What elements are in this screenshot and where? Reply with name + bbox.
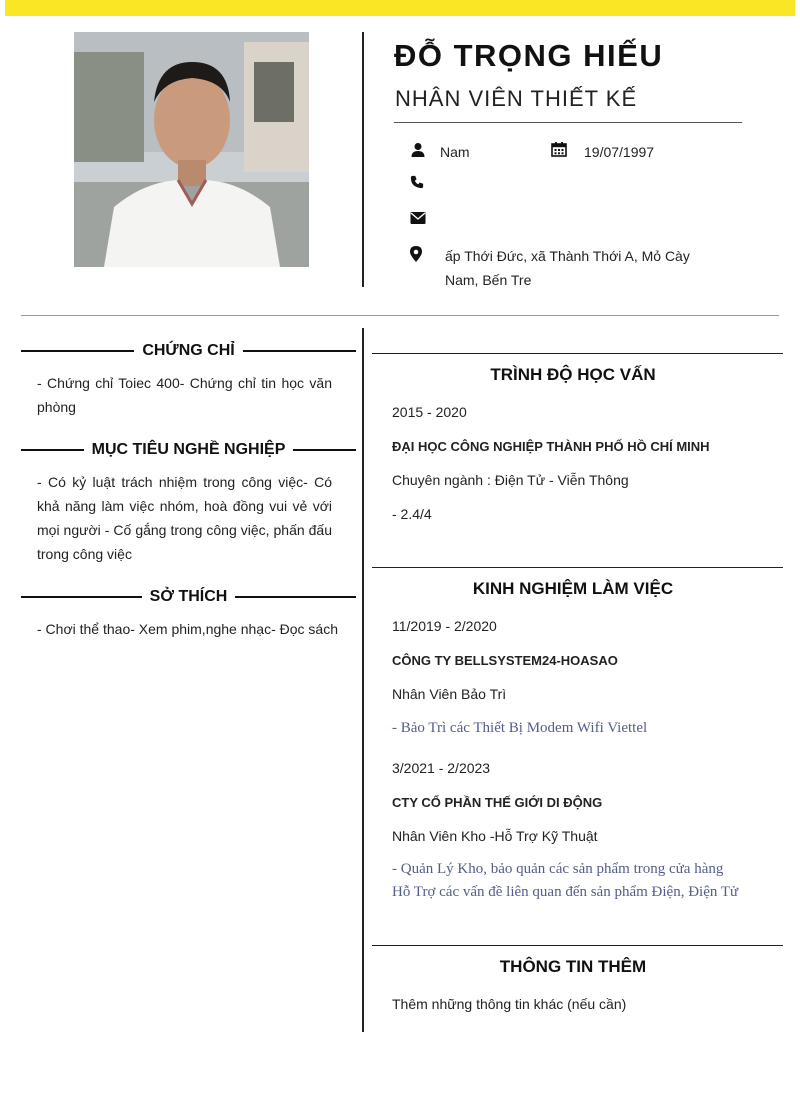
education-school: ĐẠI HỌC CÔNG NGHIỆP THÀNH PHỐ HỒ CHÍ MINH <box>392 439 710 454</box>
objective-text: - Có kỷ luật trách nhiệm trong công việc- Có khả năng làm việc nhóm, hoà đồng vui vẻ với mọi người - Cố gắng trong công việc, phấn đấu trong công việc <box>37 474 332 562</box>
extra-text: Thêm những thông tin khác (nếu cần) <box>392 996 627 1012</box>
gender-value: Nam <box>440 144 470 160</box>
heading-rule <box>21 350 134 352</box>
candidate-name: ĐỖ TRỌNG HIẾU <box>394 38 664 73</box>
objective-heading <box>21 441 356 459</box>
job-title: NHÂN VIÊN THIẾT KẾ <box>395 86 638 111</box>
section-divider-horizontal <box>21 315 779 316</box>
calendar-icon <box>551 141 567 157</box>
top-accent-bar <box>5 0 795 16</box>
education-period: 2015 - 2020 <box>392 404 467 420</box>
heading-rule <box>21 449 84 451</box>
column-divider-vertical <box>362 328 364 1032</box>
objective-title: MỤC TIÊU NGHỀ NGHIỆP <box>91 441 286 458</box>
hobbies-text: - Chơi thể thao- Xem phim,nghe nhạc- Đọc sách <box>37 621 338 637</box>
certificates-heading <box>21 342 356 360</box>
heading-rule <box>243 350 356 352</box>
address-value: ấp Thới Đức, xã Thành Thới A, Mỏ Cày Nam, Bến Tre <box>445 248 690 288</box>
job-description: Hỗ Trợ các vấn đề liên quan đến sản phẩm Điện, Điện Tử <box>392 884 739 900</box>
education-major: Chuyên ngành : Điện Tử - Viễn Thông <box>392 472 629 488</box>
name-divider <box>394 122 742 123</box>
job-description: - Quản Lý Kho, bảo quản các sản phẩm trong cửa hàng <box>392 861 724 877</box>
user-icon <box>410 142 426 158</box>
job-description: - Bảo Trì các Thiết Bị Modem Wifi Viettel <box>392 720 648 736</box>
certificates-text: - Chứng chỉ Toiec 400- Chứng chỉ tin học văn phòng <box>37 375 332 415</box>
hobbies-title: SỞ THÍCH <box>149 588 228 605</box>
extra-rule <box>372 945 783 946</box>
certificates-title: CHỨNG CHỈ <box>142 342 235 359</box>
heading-rule <box>235 596 356 598</box>
job-position: Nhân Viên Bảo Trì <box>392 686 507 702</box>
job-company: CTY CỔ PHẦN THẾ GIỚI DI ĐỘNG <box>392 795 603 810</box>
header-divider-vertical <box>362 32 364 287</box>
experience-rule <box>372 567 783 568</box>
education-gpa: - 2.4/4 <box>392 506 432 522</box>
hobbies-heading <box>21 588 356 606</box>
heading-rule <box>293 449 356 451</box>
profile-photo <box>74 32 309 267</box>
birthday-value: 19/07/1997 <box>584 144 655 160</box>
map-marker-icon <box>410 246 422 262</box>
job-period: 11/2019 - 2/2020 <box>392 618 497 634</box>
profile-photo-illustration <box>74 32 309 267</box>
job-position: Nhân Viên Kho -Hỗ Trợ Kỹ Thuật <box>392 828 598 844</box>
education-rule <box>372 353 783 354</box>
experience-title: KINH NGHIỆM LÀM VIỆC <box>472 579 674 598</box>
job-company: CÔNG TY BELLSYSTEM24-HOASAO <box>392 653 618 668</box>
phone-icon <box>410 175 424 189</box>
extra-title: THÔNG TIN THÊM <box>499 957 647 976</box>
job-period: 3/2021 - 2/2023 <box>392 760 491 776</box>
education-title: TRÌNH ĐỘ HỌC VẤN <box>490 365 656 384</box>
heading-rule <box>21 596 142 598</box>
envelope-icon <box>410 211 426 225</box>
